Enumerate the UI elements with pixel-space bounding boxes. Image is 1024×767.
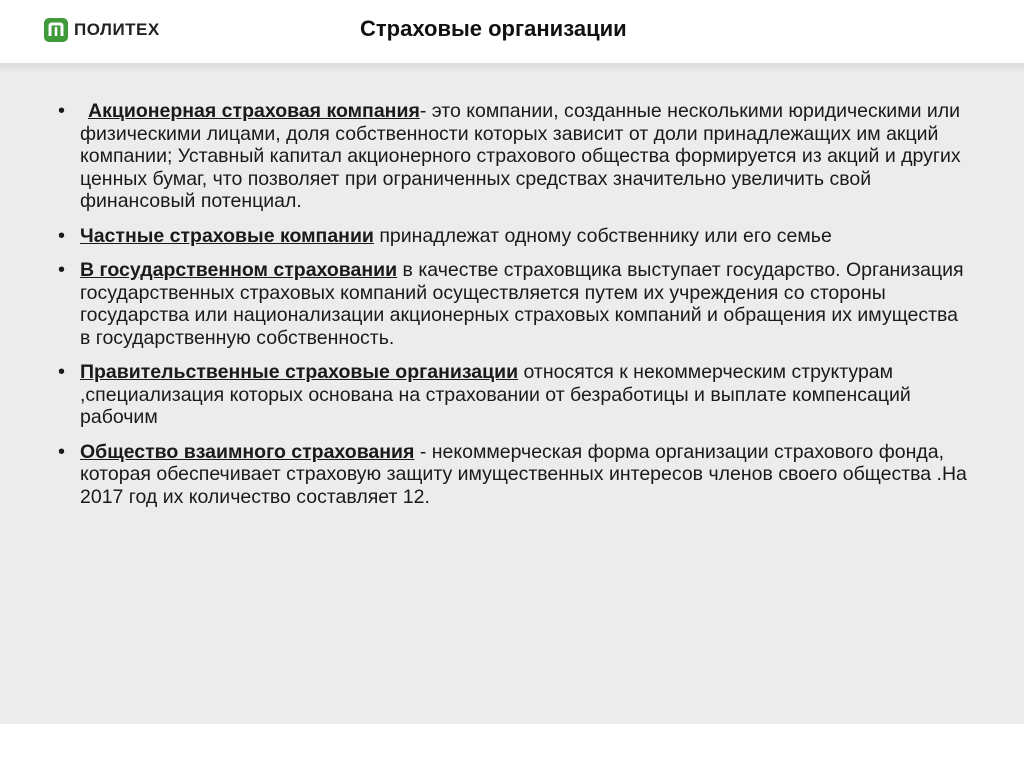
bullet-icon: • bbox=[58, 224, 66, 247]
bullet-icon: • bbox=[58, 259, 66, 281]
bullet-text: в качестве страховщика выступает государство. Организация государственных страховых компаний осуществляется путем их учреждения со стороны государства или национализации акционерных страховых компаний и обращения их имущества в государственную собственность. bbox=[80, 259, 964, 349]
bullet-text: - это компании, созданные несколькими юридическими или физическими лицами, доля собственности которых зависит от доли принадлежащих им акций компании; Уставный капитал акционерного страхового общества формируется из акций и других ценных бумаг, что позволяет при ограниченных средствах значительно увеличить свой финансовый потенциал. bbox=[80, 100, 961, 212]
page-title: Страховые организации bbox=[360, 16, 627, 41]
bullet-text: относятся к некоммерческим структурам ,специализация которых основана на страховании от безработицы и выплате компенсаций рабочим bbox=[80, 361, 911, 428]
bullet-text: - некоммерческая форма организации страхового фонда, которая обеспечивает страховую защиту имущественных интересов членов своего общества .На 2017 год их количество составляет 12. bbox=[80, 440, 967, 508]
bullet-list bbox=[58, 100, 968, 520]
bullet-term: Общество взаимного страхования bbox=[80, 440, 415, 463]
list-item bbox=[58, 259, 968, 349]
bullet-icon: • bbox=[58, 361, 66, 383]
header-divider bbox=[0, 63, 1024, 73]
logo bbox=[44, 18, 160, 42]
logo-text: ПОЛИТЕХ bbox=[74, 20, 160, 39]
list-item bbox=[58, 225, 968, 248]
bullet-term: Частные страховые компании bbox=[80, 224, 374, 247]
bullet-text: принадлежат одному собственнику или его семье bbox=[373, 224, 832, 247]
bullet-icon: • bbox=[58, 100, 66, 122]
bullet-icon: • bbox=[58, 440, 66, 463]
politeh-logo-icon bbox=[44, 18, 68, 42]
list-item bbox=[58, 441, 968, 509]
header bbox=[0, 0, 1024, 63]
bullet-term: В государственном страховании bbox=[80, 259, 398, 281]
bullet-term: Правительственные страховые организации bbox=[80, 361, 519, 383]
list-item bbox=[58, 100, 968, 213]
list-item bbox=[58, 361, 968, 429]
bullet-term: Акционерная страховая компания bbox=[88, 100, 420, 122]
footer-band bbox=[0, 724, 1024, 767]
